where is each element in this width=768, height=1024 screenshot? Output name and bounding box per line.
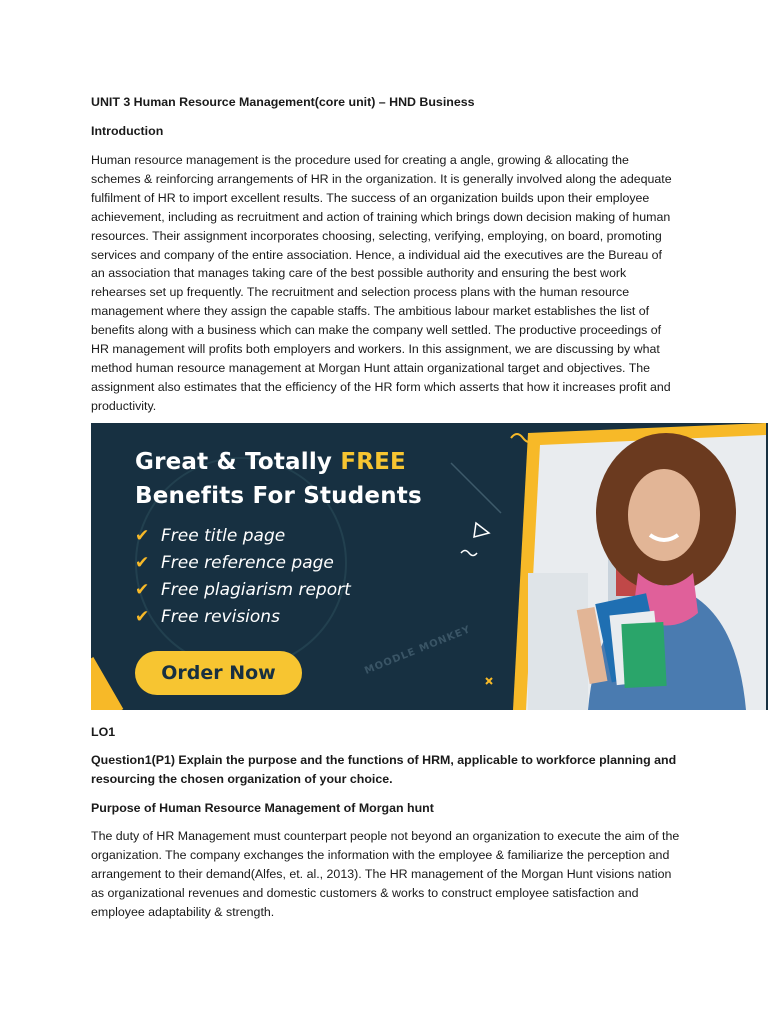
order-now-button[interactable]: Order Now: [135, 651, 302, 695]
student-photo: [488, 423, 766, 710]
check-icon: ✔: [135, 553, 150, 573]
introduction-paragraph: Human resource management is the procedure used for creating a angle, growing & allocating the schemes & reinforcing arrangements of HR in the organization. It is generally involved along the adequate fulfilment of HR to import excellent results. The success of an organization builds upon their employee achievement, including as recruitment and action of training which brings down decision making of human resources. Their assignment incorporates choosing, selecting, verifying, employing, on board, promoting services and company of the entire association. Hence, a individual aid the executives are the Bureau of an association that manages taking care of the best possible authority and ensuring the best work rehearses set up frequently. The recruitment and selection process plans with the human resource management where they assign the capable staffs. The ambitious labour market establishes the list of benefits along with a business which can make the company well settled. The productive proceedings of HR management will profits both employers and workers. In this assignment, we are discussing by what method human resource management at Morgan Hunt attain organizational target and objectives. The assignment also estimates that the efficiency of the HR form which asserts that how it increases profit and productivity.: [91, 153, 672, 413]
introduction-heading: Introduction: [91, 124, 164, 138]
benefit-item: [135, 607, 280, 627]
benefit-label: Free plagiarism report: [161, 580, 351, 600]
benefit-item: [135, 580, 351, 600]
check-icon: ✔: [135, 526, 150, 546]
purpose-heading: Purpose of Human Resource Management of Morgan hunt: [91, 801, 434, 815]
benefit-item: [135, 526, 285, 546]
document-title: UNIT 3 Human Resource Management(core unit) – HND Business: [91, 95, 475, 109]
check-icon: ✔: [135, 607, 150, 627]
benefit-label: Free revisions: [161, 607, 280, 627]
benefit-label: Free reference page: [161, 553, 334, 573]
banner-watermark: MOODLE MONKEY: [363, 624, 473, 677]
question-1: Question1(P1) Explain the purpose and the functions of HRM, applicable to workforce planning and resourcing the chosen organization of your choice.: [91, 753, 677, 786]
benefit-label: Free title page: [161, 526, 286, 546]
lo1-label: LO1: [91, 725, 116, 739]
promo-banner[interactable]: [91, 423, 768, 710]
banner-headline-line1: [135, 449, 406, 475]
banner-free-word: FREE: [340, 449, 406, 475]
purpose-paragraph: The duty of HR Management must counterpart people not beyond an organization to execute the aim of the organization. The company exchanges the information with the employee & familiarize the perception and arrangement to their demand(Alfes, et. al., 2013). The HR management of the Morgan Hunt visions nation as organizational revenues and domestic customers & works to construct employee satisfaction and employee adaptability & strength.: [91, 829, 680, 919]
banner-headline-text: Great & Totally: [135, 449, 341, 475]
benefit-item: [135, 553, 334, 573]
check-icon: ✔: [135, 580, 150, 600]
banner-headline-line2: Benefits For Students: [135, 483, 422, 509]
